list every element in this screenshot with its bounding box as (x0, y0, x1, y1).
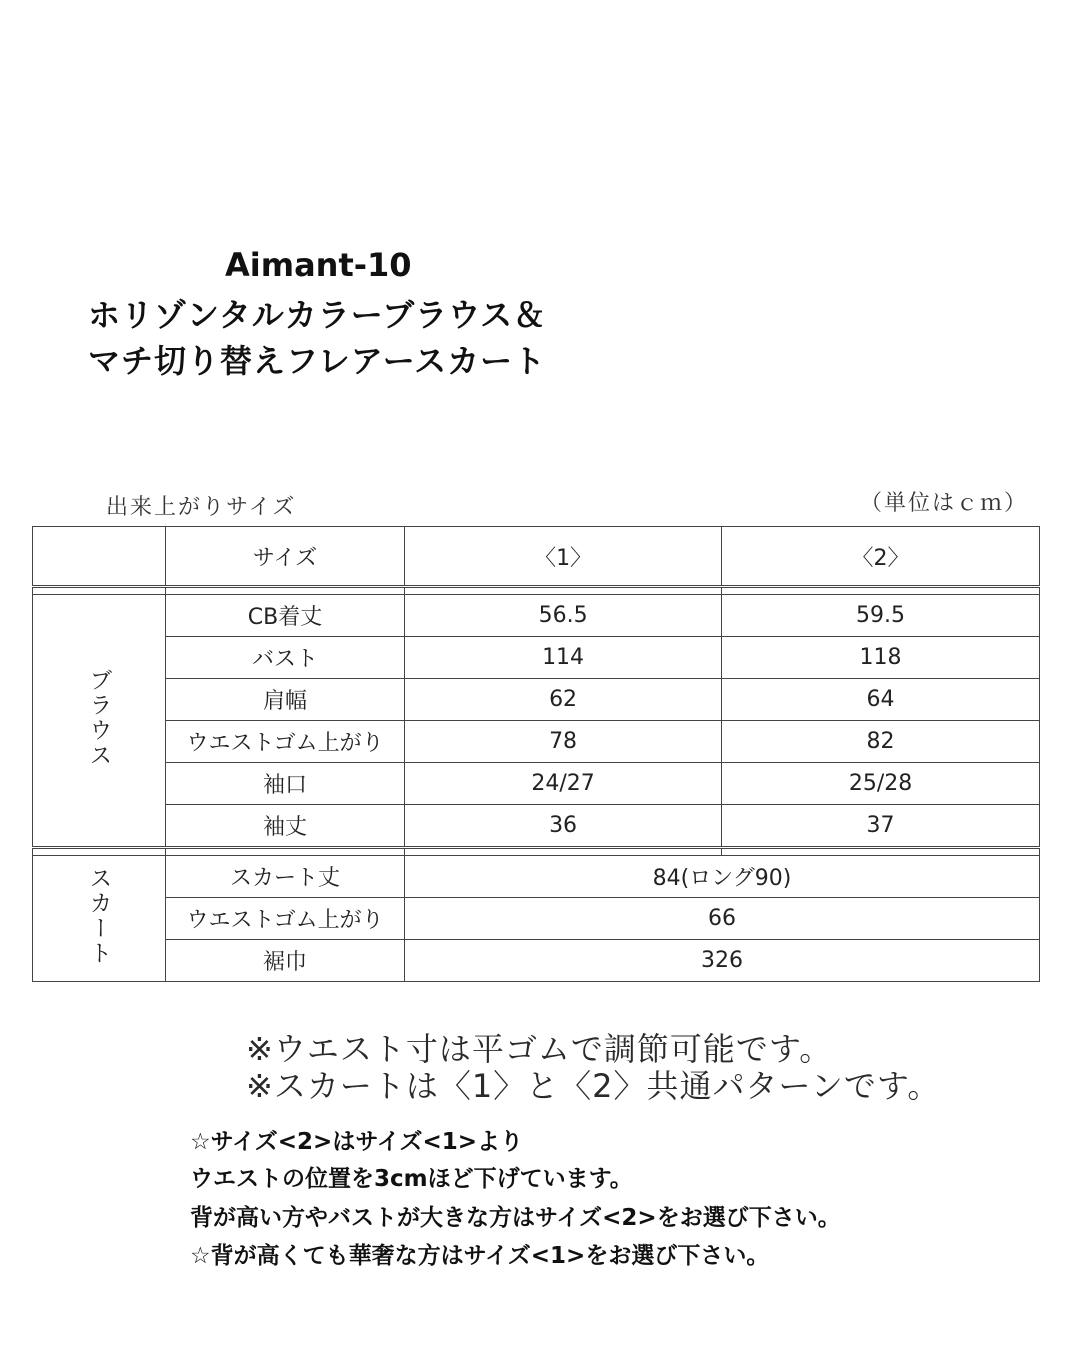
row-size-1: 36 (405, 805, 722, 848)
row-label: CB着丈 (166, 595, 405, 637)
row-label: 肩幅 (166, 679, 405, 721)
blouse-group-label: ブラウス (33, 595, 166, 848)
row-size-2: 25/28 (722, 763, 1040, 805)
table-header-row (33, 527, 1040, 587)
table-row (33, 679, 1040, 721)
row-size-1: 114 (405, 637, 722, 679)
table-row (33, 856, 1040, 898)
table-row (33, 940, 1040, 982)
note-skirt-pattern: ※スカートは〈1〉と〈2〉共通パターンです。 (246, 1067, 941, 1105)
row-value: 84(ロング90) (405, 856, 1040, 898)
table-row (33, 763, 1040, 805)
row-size-2: 82 (722, 721, 1040, 763)
row-label: スカート丈 (166, 856, 405, 898)
size-table (32, 526, 1040, 982)
row-size-1: 24/27 (405, 763, 722, 805)
product-name-line1: ホリゾンタルカラーブラウス＆ (88, 296, 547, 334)
table-row (33, 721, 1040, 763)
size-note: ☆背が高くても華奢な方はサイズ<1>をお選び下さい。 (190, 1243, 770, 1269)
row-label: 袖口 (166, 763, 405, 805)
table-caption: 出来上がりサイズ (106, 495, 297, 520)
unit-label: （単位はｃｍ） (859, 491, 1028, 516)
note-waist-adjust: ※ウエスト寸は平ゴムで調節可能です。 (246, 1030, 833, 1068)
row-size-2: 118 (722, 637, 1040, 679)
table-row (33, 898, 1040, 940)
separator-row (33, 587, 1040, 595)
table-row (33, 805, 1040, 848)
table-row (33, 637, 1040, 679)
skirt-group-label: スカート (33, 856, 166, 982)
row-label: ウエストゴム上がり (166, 898, 405, 940)
row-size-1: 78 (405, 721, 722, 763)
row-label: ウエストゴム上がり (166, 721, 405, 763)
header-size-label: サイズ (166, 527, 405, 587)
product-code: Aimant-10 (225, 246, 412, 284)
row-label: 裾巾 (166, 940, 405, 982)
table-row (33, 595, 1040, 637)
row-size-1: 56.5 (405, 595, 722, 637)
size-note: ウエストの位置を3cmほど下げています。 (190, 1166, 633, 1192)
header-size-1: 〈1〉 (405, 527, 722, 587)
row-size-2: 59.5 (722, 595, 1040, 637)
row-label: 袖丈 (166, 805, 405, 848)
row-value: 66 (405, 898, 1040, 940)
row-value: 326 (405, 940, 1040, 982)
row-label: バスト (166, 637, 405, 679)
product-name-line2: マチ切り替えフレアースカート (88, 342, 547, 380)
row-size-2: 64 (722, 679, 1040, 721)
size-note: ☆サイズ<2>はサイズ<1>より (190, 1129, 524, 1155)
row-size-2: 37 (722, 805, 1040, 848)
header-size-2: 〈2〉 (722, 527, 1040, 587)
row-size-1: 62 (405, 679, 722, 721)
separator-row (33, 848, 1040, 856)
size-note: 背が高い方やバストが大きな方はサイズ<2>をお選び下さい。 (190, 1205, 841, 1231)
header-group-cell (33, 527, 166, 587)
